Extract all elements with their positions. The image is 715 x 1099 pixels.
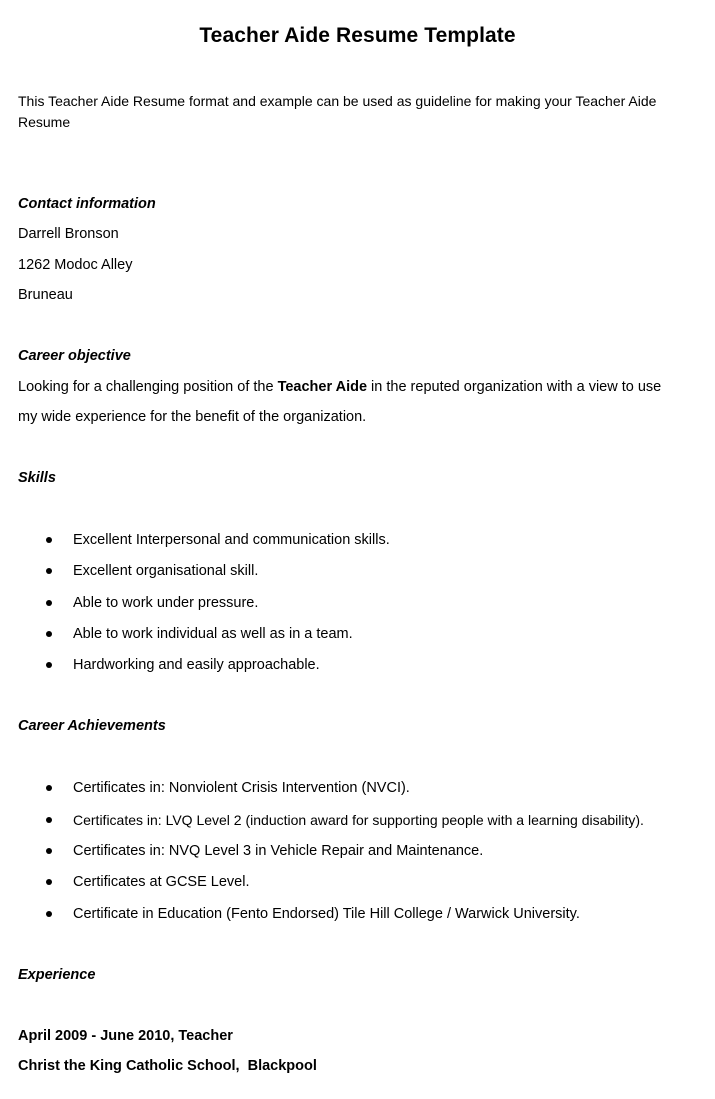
experience-period-role: April 2009 - June 2010, Teacher — [18, 1028, 233, 1044]
achievements-list-item — [0, 778, 715, 798]
objective-heading: Career objective — [18, 348, 131, 364]
bullet-icon — [46, 785, 52, 791]
achievements-heading: Career Achievements — [18, 718, 166, 734]
achievements-list-item — [0, 810, 715, 830]
objective-text-after: in the reputed organization with a view to use — [367, 379, 662, 395]
bullet-icon — [46, 631, 52, 637]
achievements-list-item — [0, 872, 715, 892]
achievements-list-item — [0, 841, 715, 861]
skills-heading: Skills — [18, 470, 56, 486]
achievement-text: Certificates in: NVQ Level 3 in Vehicle Repair and Maintenance. — [73, 843, 484, 859]
skills-list-item — [0, 593, 715, 613]
bullet-icon — [46, 600, 52, 606]
skill-text: Hardworking and easily approachable. — [73, 657, 320, 673]
contact-name: Darrell Bronson — [18, 226, 119, 242]
achievements-list-item — [0, 904, 715, 924]
experience-employer: Christ the King Catholic School, Blackpool — [18, 1058, 317, 1074]
bullet-icon — [46, 911, 52, 917]
achievement-text: Certificate in Education (Fento Endorsed) Tile Hill College / Warwick University. — [73, 906, 580, 922]
bullet-icon — [46, 537, 52, 543]
bullet-icon — [46, 662, 52, 668]
experience-heading: Experience — [18, 967, 96, 983]
document-title: Teacher Aide Resume Template — [199, 24, 516, 47]
bullet-icon — [46, 817, 52, 823]
contact-address: 1262 Modoc Alley — [18, 257, 133, 273]
achievement-text: Certificates in: Nonviolent Crisis Intervention (NVCI). — [73, 780, 410, 796]
objective-highlight: Teacher Aide — [277, 379, 368, 395]
bullet-icon — [46, 848, 52, 854]
skill-text: Excellent Interpersonal and communication skills. — [73, 532, 390, 548]
achievement-text: Certificates at GCSE Level. — [73, 874, 250, 890]
skills-list-item — [0, 530, 715, 550]
contact-city: Bruneau — [18, 287, 73, 303]
objective-line-1 — [18, 377, 661, 397]
bullet-icon — [46, 879, 52, 885]
skills-list-item — [0, 561, 715, 581]
skill-text: Able to work individual as well as in a team. — [73, 626, 353, 642]
skill-text: Able to work under pressure. — [73, 595, 259, 611]
bullet-icon — [46, 568, 52, 574]
objective-text-before: Looking for a challenging position of the — [18, 379, 278, 395]
skill-text: Excellent organisational skill. — [73, 563, 259, 579]
intro-paragraph: This Teacher Aide Resume format and example can be used as guideline for making your Teacher Aide Resume — [18, 93, 657, 130]
skills-list-item — [0, 624, 715, 644]
skills-list-item — [0, 655, 715, 675]
objective-line-2: my wide experience for the benefit of the organization. — [18, 409, 367, 425]
achievement-text: Certificates in: LVQ Level 2 (induction award for supporting people with a learning disability). — [73, 812, 644, 828]
contact-heading: Contact information — [18, 196, 156, 212]
